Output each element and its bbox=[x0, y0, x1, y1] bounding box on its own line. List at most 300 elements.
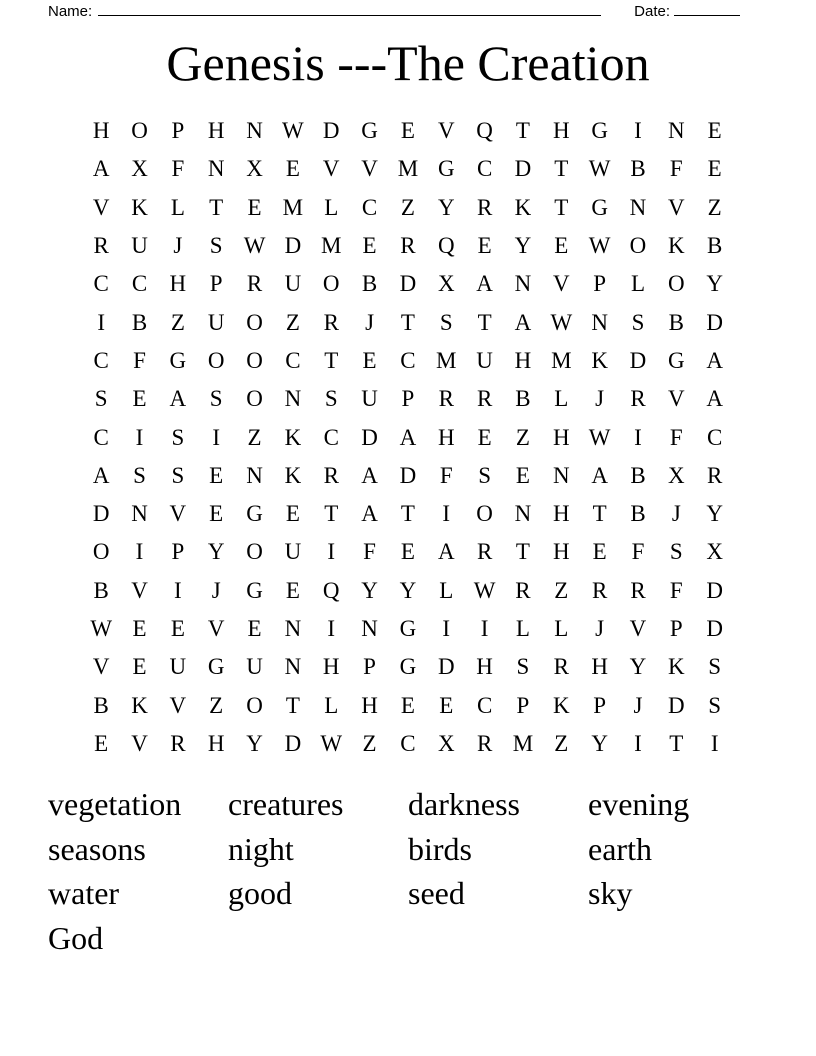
grid-letter: J bbox=[173, 233, 183, 259]
date-label: Date: bbox=[634, 3, 670, 20]
page-title: Genesis ---The Creation bbox=[166, 35, 650, 91]
grid-letter: A bbox=[399, 424, 417, 450]
grid-letter: M bbox=[551, 347, 572, 373]
grid-letter: H bbox=[552, 424, 570, 450]
grid-letter: N bbox=[514, 501, 532, 527]
grid-letter: W bbox=[550, 309, 573, 335]
grid-letter: U bbox=[476, 347, 493, 373]
grid-letter: Y bbox=[437, 194, 455, 220]
grid-letter: U bbox=[361, 386, 378, 412]
grid-letter: K bbox=[668, 654, 685, 680]
grid-letter: P bbox=[209, 271, 223, 297]
grid-letter: L bbox=[170, 194, 185, 220]
grid-letter: N bbox=[246, 462, 263, 488]
grid-letter: G bbox=[207, 654, 225, 680]
grid-row bbox=[82, 342, 734, 380]
grid-letter: U bbox=[207, 309, 225, 335]
grid-letter: I bbox=[327, 616, 336, 641]
grid-letter: E bbox=[209, 501, 224, 527]
grid-letter: B bbox=[93, 692, 109, 718]
grid-row bbox=[82, 610, 734, 648]
grid-row bbox=[82, 457, 734, 495]
grid-letter: O bbox=[131, 118, 148, 144]
grid-letter: O bbox=[668, 271, 685, 297]
date-field bbox=[634, 0, 740, 22]
grid-letter: L bbox=[324, 194, 339, 220]
grid-letter: J bbox=[595, 616, 605, 641]
grid-letter: M bbox=[282, 194, 304, 220]
grid-letter: P bbox=[401, 386, 415, 412]
grid-row bbox=[82, 648, 734, 686]
grid-letter: P bbox=[171, 118, 185, 144]
grid-letter: G bbox=[246, 501, 263, 527]
grid-letter: Z bbox=[362, 730, 377, 756]
grid-letter: A bbox=[169, 386, 187, 412]
grid-letter: R bbox=[323, 462, 339, 488]
grid-letter: K bbox=[591, 347, 608, 373]
grid-row bbox=[82, 112, 734, 150]
grid-letter: V bbox=[169, 501, 187, 527]
word-list-item: earth bbox=[588, 830, 652, 867]
grid-letter: W bbox=[282, 118, 304, 144]
word-list-item: seasons bbox=[48, 830, 146, 867]
grid-letter: T bbox=[400, 501, 415, 527]
grid-letter: K bbox=[131, 692, 148, 718]
grid-letter: F bbox=[439, 462, 453, 488]
grid-letter: O bbox=[476, 501, 493, 527]
grid-letter: N bbox=[361, 616, 378, 641]
grid-letter: U bbox=[284, 539, 302, 565]
grid-letter: G bbox=[668, 347, 685, 373]
grid-row bbox=[82, 265, 734, 303]
grid-letter: X bbox=[437, 730, 455, 756]
grid-letter: D bbox=[668, 692, 685, 718]
grid-letter: H bbox=[552, 118, 570, 144]
grid-letter: E bbox=[285, 156, 300, 182]
grid-letter: U bbox=[131, 233, 148, 259]
grid-letter: E bbox=[362, 347, 377, 373]
word-list-item: night bbox=[228, 830, 294, 867]
grid-letter: C bbox=[476, 692, 493, 718]
grid-letter: Z bbox=[170, 309, 185, 335]
name-blank-line[interactable] bbox=[98, 0, 601, 16]
grid-letter: V bbox=[131, 730, 148, 756]
grid-letter: E bbox=[477, 424, 492, 450]
grid-letter: I bbox=[174, 577, 182, 603]
grid-letter: C bbox=[93, 271, 109, 297]
grid-letter: S bbox=[478, 462, 491, 488]
word-list-item: God bbox=[48, 919, 104, 956]
grid-letter: F bbox=[669, 156, 683, 182]
grid-letter: C bbox=[361, 194, 378, 220]
grid-letter: K bbox=[284, 462, 302, 488]
grid-letter: M bbox=[321, 233, 342, 259]
grid-letter: E bbox=[209, 462, 224, 488]
grid-letter: Y bbox=[514, 233, 532, 259]
grid-row bbox=[82, 150, 734, 188]
grid-letter: B bbox=[630, 462, 646, 488]
grid-letter: O bbox=[322, 271, 340, 297]
grid-letter: R bbox=[476, 386, 493, 412]
grid-letter: F bbox=[631, 539, 645, 565]
grid-row bbox=[82, 725, 734, 763]
grid-row bbox=[82, 380, 734, 418]
grid-row bbox=[82, 189, 734, 227]
grid-letter: Z bbox=[285, 309, 300, 335]
grid-letter: Q bbox=[437, 233, 455, 259]
grid-letter: D bbox=[284, 233, 302, 259]
grid-letter: W bbox=[588, 156, 611, 182]
grid-letter: N bbox=[591, 309, 608, 335]
grid-letter: G bbox=[591, 194, 608, 220]
grid-letter: S bbox=[669, 539, 683, 565]
grid-letter: J bbox=[365, 309, 375, 335]
grid-letter: E bbox=[285, 501, 300, 527]
grid-letter: E bbox=[132, 654, 147, 680]
grid-letter: A bbox=[361, 462, 378, 488]
grid-letter: I bbox=[135, 539, 144, 565]
grid-letter: O bbox=[246, 347, 263, 373]
grid-letter: N bbox=[207, 156, 225, 182]
grid-letter: J bbox=[595, 386, 605, 412]
grid-letter: E bbox=[477, 233, 492, 259]
grid-letter: I bbox=[710, 730, 719, 756]
grid-letter: P bbox=[171, 539, 185, 565]
word-list-item: vegetation bbox=[48, 786, 182, 822]
grid-letter: E bbox=[285, 577, 300, 603]
grid-letter: K bbox=[131, 194, 148, 220]
grid-letter: D bbox=[706, 309, 723, 335]
grid-letter: R bbox=[246, 271, 263, 297]
grid-letter: T bbox=[554, 194, 569, 220]
grid-letter: T bbox=[400, 309, 415, 335]
grid-letter: N bbox=[246, 118, 263, 144]
grid-letter: S bbox=[708, 692, 722, 718]
grid-letter: V bbox=[668, 194, 685, 220]
grid-letter: H bbox=[514, 347, 532, 373]
grid-letter: R bbox=[630, 386, 646, 412]
grid-letter: H bbox=[437, 424, 455, 450]
grid-letter: G bbox=[169, 347, 187, 373]
grid-letter: R bbox=[400, 233, 416, 259]
grid-letter: P bbox=[593, 692, 607, 718]
grid-letter: E bbox=[707, 118, 722, 144]
grid-letter: I bbox=[327, 539, 336, 565]
grid-letter: L bbox=[515, 616, 530, 641]
grid-letter: U bbox=[246, 654, 263, 680]
grid-letter: I bbox=[634, 118, 642, 144]
grid-letter: Z bbox=[554, 730, 569, 756]
word-list bbox=[48, 782, 768, 960]
grid-letter: E bbox=[132, 386, 147, 412]
grid-letter: I bbox=[135, 424, 144, 450]
grid-letter: V bbox=[207, 616, 225, 641]
grid-letter: E bbox=[247, 616, 262, 641]
word-list-item: creatures bbox=[228, 786, 344, 822]
grid-letter: O bbox=[246, 692, 263, 718]
grid-letter: D bbox=[629, 347, 647, 373]
grid-letter: E bbox=[400, 692, 415, 718]
grid-letter: L bbox=[439, 577, 454, 603]
grid-letter: W bbox=[320, 730, 343, 756]
grid-letter: K bbox=[668, 233, 685, 259]
word-list-item: good bbox=[228, 875, 292, 911]
grid-letter: Q bbox=[476, 118, 493, 144]
grid-letter: H bbox=[552, 539, 570, 565]
grid-letter: H bbox=[322, 654, 340, 680]
grid-letter: H bbox=[207, 118, 225, 144]
grid-letter: N bbox=[284, 654, 302, 680]
grid-letter: X bbox=[706, 539, 723, 565]
grid-letter: C bbox=[476, 156, 493, 182]
grid-letter: V bbox=[92, 194, 110, 220]
grid-letter: L bbox=[324, 692, 339, 718]
grid-letter: C bbox=[93, 424, 109, 450]
grid-letter: H bbox=[207, 730, 225, 756]
grid-letter: N bbox=[284, 386, 302, 412]
grid-letter: Y bbox=[399, 577, 417, 603]
grid-letter: D bbox=[92, 501, 110, 527]
grid-letter: B bbox=[668, 309, 684, 335]
grid-letter: A bbox=[92, 156, 110, 182]
grid-letter: B bbox=[361, 271, 378, 297]
grid-letter: R bbox=[476, 539, 493, 565]
grid-letter: G bbox=[361, 118, 378, 144]
grid-letter: C bbox=[323, 424, 339, 450]
grid-letter: X bbox=[246, 156, 263, 182]
grid-letter: R bbox=[476, 194, 493, 220]
grid-letter: J bbox=[671, 501, 681, 527]
grid-letter: B bbox=[515, 386, 531, 412]
grid-letter: C bbox=[285, 347, 301, 373]
grid-letter: F bbox=[133, 347, 146, 373]
grid-row bbox=[82, 495, 734, 533]
grid-letter: W bbox=[588, 424, 611, 450]
grid-letter: E bbox=[247, 194, 262, 220]
grid-letter: K bbox=[514, 194, 532, 220]
word-list-item: birds bbox=[408, 830, 472, 867]
grid-letter: S bbox=[708, 654, 722, 680]
grid-letter: C bbox=[93, 347, 109, 373]
word-search-grid bbox=[82, 112, 734, 763]
grid-letter: O bbox=[246, 539, 263, 565]
grid-letter: F bbox=[171, 156, 185, 182]
grid-letter: Z bbox=[515, 424, 530, 450]
grid-letter: D bbox=[706, 577, 723, 603]
grid-letter: D bbox=[399, 271, 417, 297]
grid-letter: R bbox=[323, 309, 339, 335]
grid-letter: N bbox=[284, 616, 302, 641]
grid-letter: E bbox=[362, 233, 377, 259]
grid-letter: N bbox=[668, 118, 685, 144]
word-list-item: water bbox=[48, 875, 120, 911]
grid-letter: P bbox=[669, 616, 683, 641]
grid-letter: S bbox=[94, 386, 108, 412]
grid-letter: Q bbox=[322, 577, 340, 603]
grid-letter: H bbox=[92, 118, 110, 144]
word-list-item: sky bbox=[588, 875, 633, 911]
grid-letter: D bbox=[284, 730, 302, 756]
grid-letter: Z bbox=[209, 692, 224, 718]
grid-letter: B bbox=[630, 156, 646, 182]
grid-letter: N bbox=[514, 271, 532, 297]
grid-letter: Y bbox=[246, 730, 263, 756]
grid-letter: C bbox=[707, 424, 723, 450]
grid-letter: W bbox=[243, 233, 266, 259]
grid-letter: E bbox=[554, 233, 569, 259]
grid-letter: O bbox=[629, 233, 647, 259]
grid-letter: A bbox=[706, 386, 723, 412]
grid-letter: I bbox=[212, 424, 221, 450]
grid-letter: L bbox=[554, 386, 569, 412]
grid-letter: Z bbox=[247, 424, 262, 450]
grid-letter: X bbox=[668, 462, 685, 488]
grid-letter: A bbox=[514, 309, 532, 335]
grid-letter: O bbox=[246, 386, 263, 412]
grid-letter: H bbox=[361, 692, 378, 718]
grid-letter: J bbox=[633, 692, 643, 718]
grid-letter: H bbox=[552, 501, 570, 527]
grid-letter: E bbox=[707, 156, 722, 182]
grid-letter: T bbox=[592, 501, 607, 527]
grid-letter: N bbox=[552, 462, 570, 488]
grid-letter: Y bbox=[629, 654, 647, 680]
grid-letter: T bbox=[477, 309, 492, 335]
grid-letter: X bbox=[131, 156, 148, 182]
grid-letter: K bbox=[552, 692, 570, 718]
grid-letter: W bbox=[473, 577, 496, 603]
date-blank-line[interactable] bbox=[674, 0, 740, 16]
grid-letter: E bbox=[94, 730, 109, 756]
grid-letter: F bbox=[669, 424, 683, 450]
grid-letter: R bbox=[553, 654, 569, 680]
grid-letter: A bbox=[437, 539, 455, 565]
grid-letter: H bbox=[591, 654, 608, 680]
header bbox=[48, 0, 740, 20]
grid-letter: T bbox=[324, 347, 339, 373]
grid-letter: J bbox=[211, 577, 221, 603]
grid-letter: T bbox=[554, 156, 569, 182]
grid-letter: T bbox=[209, 194, 224, 220]
grid-letter: S bbox=[439, 309, 453, 335]
grid-letter: M bbox=[512, 730, 534, 756]
name-label: Name: bbox=[48, 3, 93, 20]
grid-letter: Y bbox=[591, 730, 608, 756]
grid-letter: R bbox=[707, 462, 723, 488]
grid-row bbox=[82, 227, 734, 265]
grid-letter: I bbox=[442, 501, 451, 527]
grid-letter: R bbox=[515, 577, 531, 603]
grid-letter: D bbox=[437, 654, 455, 680]
grid-letter: F bbox=[363, 539, 376, 565]
grid-row bbox=[82, 533, 734, 571]
grid-letter: B bbox=[131, 309, 148, 335]
grid-letter: A bbox=[476, 271, 493, 297]
grid-letter: Z bbox=[554, 577, 569, 603]
grid-letter: B bbox=[630, 501, 646, 527]
grid-row bbox=[82, 418, 734, 456]
grid-letter: A bbox=[92, 462, 110, 488]
grid-letter: V bbox=[322, 156, 340, 182]
grid-letter: R bbox=[630, 577, 646, 603]
grid-letter: H bbox=[169, 271, 187, 297]
grid-letter: I bbox=[634, 730, 642, 756]
grid-row bbox=[82, 303, 734, 341]
grid-letter: G bbox=[399, 616, 417, 641]
grid-letter: V bbox=[437, 118, 455, 144]
grid-letter: I bbox=[442, 616, 451, 641]
grid-letter: I bbox=[480, 616, 489, 641]
grid-letter: S bbox=[631, 309, 645, 335]
grid-letter: A bbox=[706, 347, 723, 373]
grid-letter: U bbox=[284, 271, 302, 297]
grid-letter: C bbox=[400, 347, 416, 373]
grid-row bbox=[82, 572, 734, 610]
grid-letter: V bbox=[169, 692, 187, 718]
grid-letter: V bbox=[361, 156, 378, 182]
grid-letter: F bbox=[669, 577, 683, 603]
grid-letter: E bbox=[515, 462, 530, 488]
grid-letter: O bbox=[92, 539, 110, 565]
grid-letter: S bbox=[209, 386, 223, 412]
grid-letter: S bbox=[209, 233, 223, 259]
grid-letter: V bbox=[92, 654, 110, 680]
grid-letter: S bbox=[516, 654, 530, 680]
grid-letter: N bbox=[629, 194, 647, 220]
word-list-item: seed bbox=[408, 875, 465, 911]
grid-letter: V bbox=[629, 616, 647, 641]
grid-letter: V bbox=[552, 271, 570, 297]
grid-letter: O bbox=[246, 309, 263, 335]
grid-letter: D bbox=[706, 616, 723, 641]
grid-letter: U bbox=[169, 654, 187, 680]
grid-letter: R bbox=[591, 577, 608, 603]
grid-letter: P bbox=[593, 271, 607, 297]
grid-letter: E bbox=[439, 692, 454, 718]
grid-letter: A bbox=[591, 462, 608, 488]
grid-letter: B bbox=[93, 577, 109, 603]
grid-letter: O bbox=[207, 347, 225, 373]
grid-letter: D bbox=[322, 118, 340, 144]
grid-letter: S bbox=[171, 462, 185, 488]
grid-letter: E bbox=[170, 616, 185, 641]
grid-letter: P bbox=[363, 654, 376, 680]
grid-letter: E bbox=[400, 118, 415, 144]
grid-letter: B bbox=[707, 233, 723, 259]
grid-letter: D bbox=[514, 156, 532, 182]
grid-letter: S bbox=[171, 424, 185, 450]
grid-letter: R bbox=[438, 386, 454, 412]
grid-letter: A bbox=[361, 501, 378, 527]
grid-letter: R bbox=[476, 730, 493, 756]
grid-letter: G bbox=[591, 118, 608, 144]
grid-letter: I bbox=[97, 309, 105, 335]
grid-letter: K bbox=[284, 424, 302, 450]
grid-letter: T bbox=[669, 730, 684, 756]
grid-letter: W bbox=[90, 616, 113, 641]
grid-letter: T bbox=[515, 539, 530, 565]
name-field bbox=[48, 0, 601, 22]
grid-letter: V bbox=[131, 577, 148, 603]
word-list-item: darkness bbox=[408, 786, 520, 822]
word-list-item: evening bbox=[588, 786, 690, 822]
grid-letter: I bbox=[634, 424, 642, 450]
grid-letter: E bbox=[400, 539, 415, 565]
grid-letter: R bbox=[170, 730, 186, 756]
grid-letter: T bbox=[285, 692, 300, 718]
grid-letter: G bbox=[437, 156, 455, 182]
grid-letter: Z bbox=[400, 194, 415, 220]
